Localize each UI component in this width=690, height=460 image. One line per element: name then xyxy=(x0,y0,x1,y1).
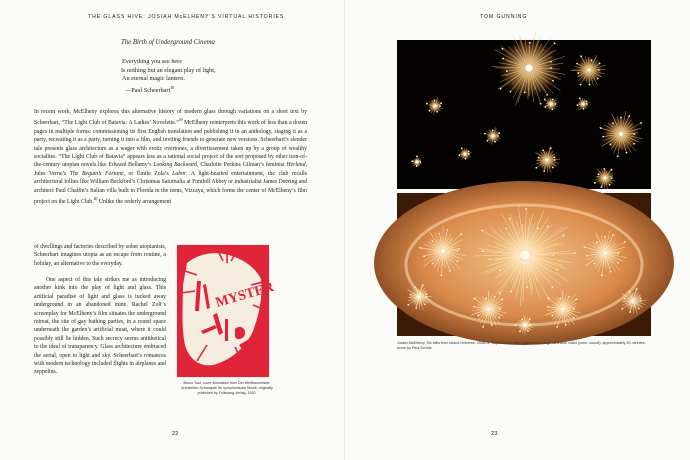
title-herland: Herland xyxy=(286,162,306,169)
p1-segment-2: McElheny reinterprets this work of less than a dozen pages in multiple forms: commissioning its first English translation and publishing it in an anthology, staging it as a party, recreating it as a party, turning it into a film, and inviting friends to generate new versions. Scheerbart’s slender tale presents glass architecture as a wager with erotic overtones, a divertissement taken up by a group of wealthy socialites. “The Light Club of Batavia” appears less as a rational social project of the sort proposed by other turn-of-the-century utopian novels like Edward Bellamy’s xyxy=(34,120,307,169)
p1-segment-5: , or Émile Zola’s xyxy=(123,170,173,177)
page-number-left: 22 xyxy=(172,431,179,437)
epigraph-line-3: An eternal magic lantern. xyxy=(122,75,185,83)
footnote-ref-38: 38 xyxy=(170,85,174,90)
title-looking-backward: Looking Backward xyxy=(153,162,198,169)
title-labor: Labor xyxy=(172,170,187,177)
footnote-ref-40: 40 xyxy=(93,196,98,201)
epigraph xyxy=(121,58,216,95)
poster-lettering: MYSTER xyxy=(213,279,276,311)
film-still-bottom xyxy=(397,193,651,336)
p1-segment-7: Unlike the orderly arrangement xyxy=(97,198,172,205)
p1-segment-1: In recent work, McElheny explores this alternative history of modern glass through variations on a short text by Scheerbart, “The Light Club of Batavia: A Ladies’ Novelette.” xyxy=(34,109,307,127)
chandelier-photo-bottom xyxy=(397,193,651,336)
poster-caption: Bruno Taut, cover illustration from Der Weltbaumeister. Architektur-Schauspiel für symphonische Musik, originally published by Folkwang-Verlag, 1920. xyxy=(181,381,273,395)
poster-illustration xyxy=(177,245,276,377)
footnote-ref-39: 39 xyxy=(178,118,183,123)
epigraph-attribution-text: —Paul Scheerbart xyxy=(125,86,171,94)
epigraph-line-1: Everything you see here xyxy=(122,58,182,65)
running-head-right: TOM GUNNING xyxy=(480,14,528,20)
body-paragraph-1-continued: of dwellings and factories described by sober utopianists, Scheerbart imagines utopia as an escape from routine, a holiday, an alternative to the everyday. xyxy=(34,244,166,267)
film-still-top xyxy=(397,40,651,189)
p1-segment-3: , Charlotte Perkins Gilman’s feminist xyxy=(197,162,287,169)
p1-segment-6: . A light-hearted entertainment, the club recalls architectural follies like William Beckford’s Christmas Saturnalia at Fonthill Abbey or industrialist James Deering and architect Paul Chalfin’s Italian villa built in Florida in the teens, Vizcaya, which forms the center of McElheny’s film project on the Light Club. xyxy=(34,170,308,205)
page-number-right: 23 xyxy=(491,431,498,437)
epigraph-line-2: Is nothing but an elegant play of light, xyxy=(121,66,216,74)
photo-caption: Josiah McElheny, Six stills from Island Universe, 2008–9. Super-16 mm film transferred to high-definition video (color, sound); approximately 20 minutes; score by Paul Schütz. xyxy=(397,341,646,351)
epigraph-attribution xyxy=(121,84,216,96)
p1-segment-4: , Jules Verne’s xyxy=(34,162,307,177)
right-page xyxy=(345,0,690,460)
chandelier-photo-top xyxy=(397,40,651,189)
body-paragraph-1 xyxy=(34,108,307,206)
section-title: The Birth of Underground Cinema xyxy=(121,39,215,46)
title-begums-fortune: The Begum’s Fortune xyxy=(69,170,124,177)
body-paragraph-2: One aspect of this tale strikes me as introducing another kink into the play of light and glass. This artificial paradise of light and glass is tucked away underground in an abandoned mine. Rachel Zolf’s screenplay for McElheny’s film situates the underground retreat, the site of gay bathing parties, in a round space underneath the garden’s artificial moat, where it could possibly still lie hidden. Such secrecy seems antithetical to the ideal of transparency. Glass architecture embraced the aerial, open to light and sky. Scheerbart’s romances with modern technology included flights in airplanes and zeppelins. xyxy=(34,277,166,376)
running-head-left: THE GLASS HIVE: JOSIAH McELHENY’S VIRTUAL HISTORIES xyxy=(88,14,285,20)
